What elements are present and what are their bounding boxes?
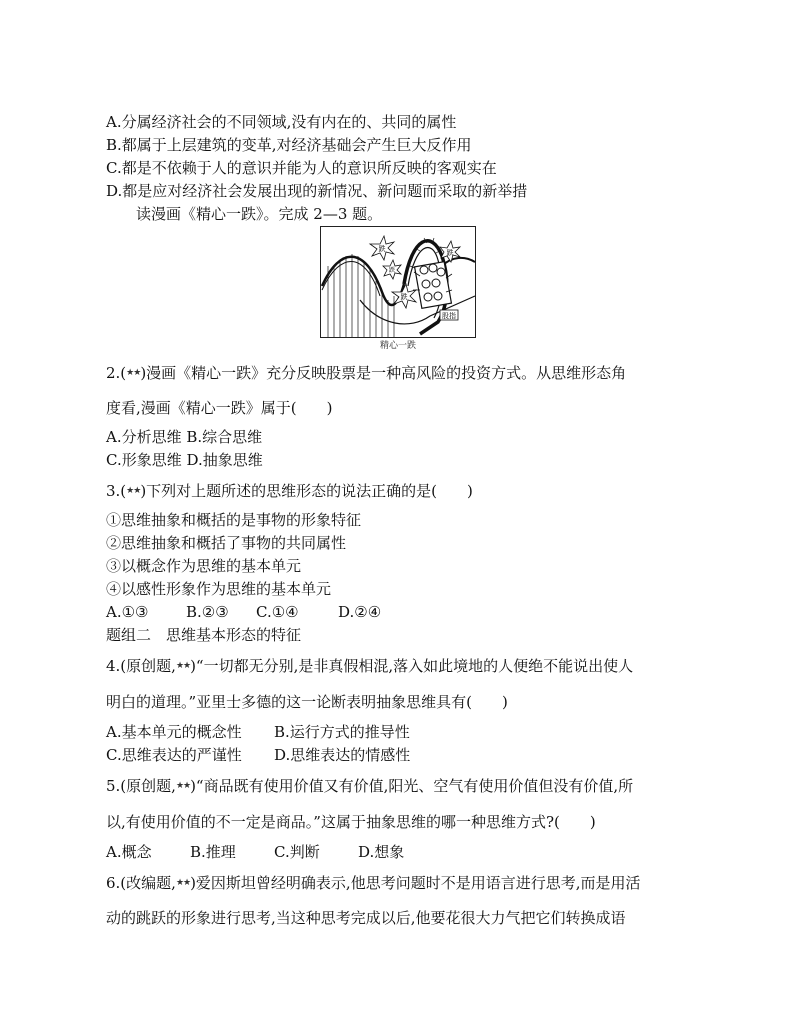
q3-item-4: ④以感性形象作为思维的基本单元 [106, 580, 332, 598]
q2-prefix: 2.( [106, 364, 127, 382]
q3-stem [106, 481, 473, 501]
comic-image [320, 226, 476, 338]
q5-option-d: D.想象 [358, 843, 405, 861]
q4-option-d: D.思维表达的情感性 [274, 746, 411, 764]
q5-stem-line1 [106, 776, 633, 796]
q4-stem-line2: 明白的道理。”亚里士多德的这一论断表明抽象思维具有( ) [106, 693, 508, 711]
q4-option-a: A.基本单元的概念性 [106, 723, 242, 741]
q6-stem-line2: 动的跳跃的形象进行思考,当这种思考完成以后,他要花很大力气把它们转换成语 [106, 909, 626, 927]
q4-prefix: 4.(原创题, [106, 657, 176, 675]
comic-caption: 精心一跌 [379, 341, 416, 351]
q4-options-ab [106, 722, 410, 742]
q2-options-ab: A.分析思维 B.综合思维 [106, 428, 263, 446]
q3-option-c: C.①④ [256, 603, 299, 621]
q3-option-a: A.①③ [106, 603, 149, 621]
q5-options [106, 842, 404, 862]
q3-item-2: ②思维抽象和概括了事物的共同属性 [106, 534, 347, 552]
q4-text: )“一切都无分别,是非真假相混,落入如此境地的人便绝不能说出使人 [190, 657, 634, 675]
q6-prefix: 6.(改编题, [106, 874, 176, 892]
comic-label-3: 跌 [400, 293, 408, 301]
difficulty-stars-icon: ★★ [175, 878, 191, 888]
q2-options-cd: C.形象思维 D.抽象思维 [106, 451, 263, 469]
q3-options [106, 602, 381, 622]
q3-option-d: D.②④ [338, 603, 382, 621]
q4-options-cd [106, 745, 410, 765]
q2-stem-line2: 度看,漫画《精心一跌》属于( ) [106, 399, 333, 417]
q1-option-b: B.都属于上层建筑的变革,对经济基础会产生巨大反作用 [106, 136, 472, 154]
comic-label-4: 跌 [388, 267, 396, 274]
comic-label-stock-index: 股指 [442, 312, 456, 320]
q3-item-1: ①思维抽象和概括的是事物的形象特征 [106, 511, 362, 529]
q4-option-b: B.运行方式的推导性 [274, 723, 410, 741]
q1-option-c: C.都是不依赖于人的意识并能为人的意识所反映的客观实在 [106, 159, 497, 177]
q2-text: )漫画《精心一跌》充分反映股票是一种高风险的投资方式。从思维形态角 [140, 364, 627, 382]
reading-instruction: 读漫画《精心一跌》。完成 2—3 题。 [136, 205, 383, 223]
difficulty-stars-icon: ★★ [175, 781, 191, 791]
q5-text: )“商品既有使用价值又有价值,阳光、空气有使用价值但没有价值,所 [190, 777, 634, 795]
difficulty-stars-icon: ★★ [126, 368, 141, 378]
comic-label-2: 跌 [446, 249, 454, 257]
q2-stem-line1 [106, 363, 626, 383]
q6-text: )爱因斯坦曾经明确表示,他思考问题时不是用语言进行思考,而是用活 [190, 874, 641, 892]
q3-option-b: B.②③ [186, 603, 229, 621]
q5-prefix: 5.(原创题, [106, 777, 176, 795]
q3-item-3: ③以概念作为思维的基本单元 [106, 557, 302, 575]
q3-text: )下列对上题所述的思维形态的说法正确的是( ) [140, 482, 473, 500]
q5-option-a: A.概念 [106, 843, 152, 861]
comic-label-1: 跌 [378, 245, 386, 253]
q3-prefix: 3.( [106, 482, 127, 500]
q4-option-c: C.思维表达的严谨性 [106, 746, 242, 764]
q5-stem-line2: 以,有使用价值的不一定是商品。”这属于抽象思维的哪一种思维方式?( ) [106, 813, 596, 831]
q1-option-d: D.都是应对经济社会发展出现的新情况、新问题而采取的新举措 [106, 182, 528, 200]
q4-stem-line1 [106, 656, 633, 676]
q5-option-c: C.判断 [274, 843, 320, 861]
q6-stem-line1 [106, 873, 640, 893]
q5-option-b: B.推理 [190, 843, 236, 861]
q1-option-a: A.分属经济社会的不同领域,没有内在的、共同的属性 [106, 113, 457, 131]
section-title: 题组二 思维基本形态的特征 [106, 626, 302, 644]
difficulty-stars-icon: ★★ [126, 486, 141, 496]
difficulty-stars-icon: ★★ [175, 661, 191, 671]
